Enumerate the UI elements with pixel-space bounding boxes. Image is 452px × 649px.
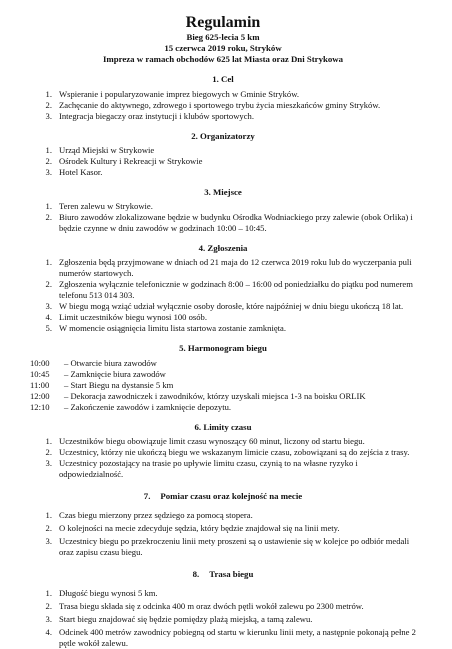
schedule-list (30, 358, 416, 413)
schedule-row: 10:00 – Otwarcie biura zawodów (30, 357, 157, 368)
section-title-trasa: 8. Trasa biegu (192, 569, 254, 580)
list-item: 3. Uczestnicy biegu po przekroczeniu linii mety proszeni są o ustawienie się w kolejce po odbiór medali oraz zapisu czasu biegu. (45, 536, 410, 558)
list-limity (30, 436, 416, 480)
list-item: 1. Długość biegu wynosi 5 km. (45, 588, 158, 599)
schedule-row: 12:10 – Zakończenie zawodów i zamknięcie depozytu. (30, 401, 232, 412)
section-title-zgloszenia: 4. Zgłoszenia (198, 243, 248, 254)
list-item: 1. Uczestników biegu obowiązuje limit czasu wynoszący 60 minut, liczony od startu biegu. (45, 435, 365, 446)
schedule-row: 11:00 – Start Biegu na dystansie 5 km (30, 379, 174, 390)
list-item: 2. Trasa biegu składa się z odcinka 400 m oraz dwóch pętli wokół zalewu po 2300 metrów. (45, 601, 364, 612)
list-item: 2. Biuro zawodów zlokalizowane będzie w budynku Ośrodka Wodniackiego przy zalewie (obok Orlika) i będzie czynne w dniu zawodów w godzinach 10:00 – 10:45. (45, 212, 413, 234)
list-item: 4. Limit uczestników biegu wynosi 100 osób. (45, 312, 207, 323)
document-title: Regulamin (185, 14, 261, 31)
list-item: 1. Teren zalewu w Strykowie. (45, 201, 153, 212)
list-item: 2. Uczestnicy, którzy nie ukończą biegu we wskazanym limicie czasu, zobowiązani są do zejścia z trasy. (45, 446, 410, 457)
list-item: 3. Integracja biegaczy oraz instytucji i klubów sportowych. (45, 110, 254, 121)
list-item: 2. Zgłoszenia wyłącznie telefonicznie w godzinach 8:00 – 16:00 od poniedziałku do piątku pod numerem telefonu 513 014 303. (45, 279, 413, 301)
list-item: 2. O kolejności na mecie zdecyduje sędzia, który będzie znajdował się na linii mety. (45, 523, 340, 534)
section-title-pomiar: 7. Pomiar czasu oraz kolejność na mecie (143, 490, 303, 501)
list-item: 1. Czas biegu mierzony przez sędziego za pomocą stopera. (45, 510, 253, 521)
list-item: 1. Zgłoszenia będą przyjmowane w dniach od 21 maja do 12 czerwca 2019 roku lub do wyczerpania puli numerów startowych. (45, 257, 412, 279)
section-title-miejsce: 3. Miejsce (204, 186, 242, 197)
list-organizatorzy (30, 145, 416, 178)
event-date: 15 czerwca 2019 roku, Stryków (164, 43, 282, 54)
list-item: 1. Wspieranie i popularyzowanie imprez biegowych w Gminie Stryków. (45, 88, 299, 99)
event-name: Bieg 625-lecia 5 km (186, 32, 260, 43)
list-miejsce (30, 201, 416, 234)
list-item: 2. Zachęcanie do aktywnego, zdrowego i sportowego trybu życia mieszkańców gminy Stryków. (45, 99, 381, 110)
list-item: 5. W momencie osiągnięcia limitu lista startowa zostanie zamknięta. (45, 323, 287, 334)
list-item: 4. Odcinek 400 metrów zawodnicy pobiegną od startu w kierunku linii mety, a następnie pokonają pełne 2 pętle wokół zalewu. (45, 627, 416, 649)
section-title-cel: 1. Cel (212, 74, 234, 85)
list-item: 3. Start biegu znajdować się będzie pomiędzy plażą miejską, a tamą zalewu. (45, 614, 313, 625)
list-item: 3. Uczestnicy pozostający na trasie po upływie limitu czasu, czynią to na własne ryzyko i odpowiedzialność. (45, 457, 358, 479)
list-item: 2. Ośrodek Kultury i Rekreacji w Strykowie (45, 155, 203, 166)
schedule-row: 10:45 – Zamknięcie biura zawodów (30, 368, 166, 379)
list-item: 1. Urząd Miejski w Strykowie (45, 144, 155, 155)
section-title-limity: 6. Limity czasu (194, 421, 252, 432)
schedule-row: 12:00 – Dekoracja zawodniczek i zawodników, którzy uzyskali miejsca 1-3 na boisku ORLIK (30, 390, 366, 401)
list-item: 3. Hotel Kasor. (45, 166, 103, 177)
event-context: Impreza w ramach obchodów 625 lat Miasta oraz Dni Strykowa (102, 54, 344, 65)
list-pomiar (30, 510, 416, 558)
list-cel (30, 89, 416, 122)
section-title-organizatorzy: 2. Organizatorzy (191, 130, 255, 141)
list-zgloszenia (30, 257, 416, 334)
list-item: 3. W biegu mogą wziąć udział wyłącznie osoby dorosłe, które najpóźniej w dniu biegu ukończą 18 lat. (45, 301, 404, 312)
section-title-harmonogram: 5. Harmonogram biegu (179, 343, 267, 354)
